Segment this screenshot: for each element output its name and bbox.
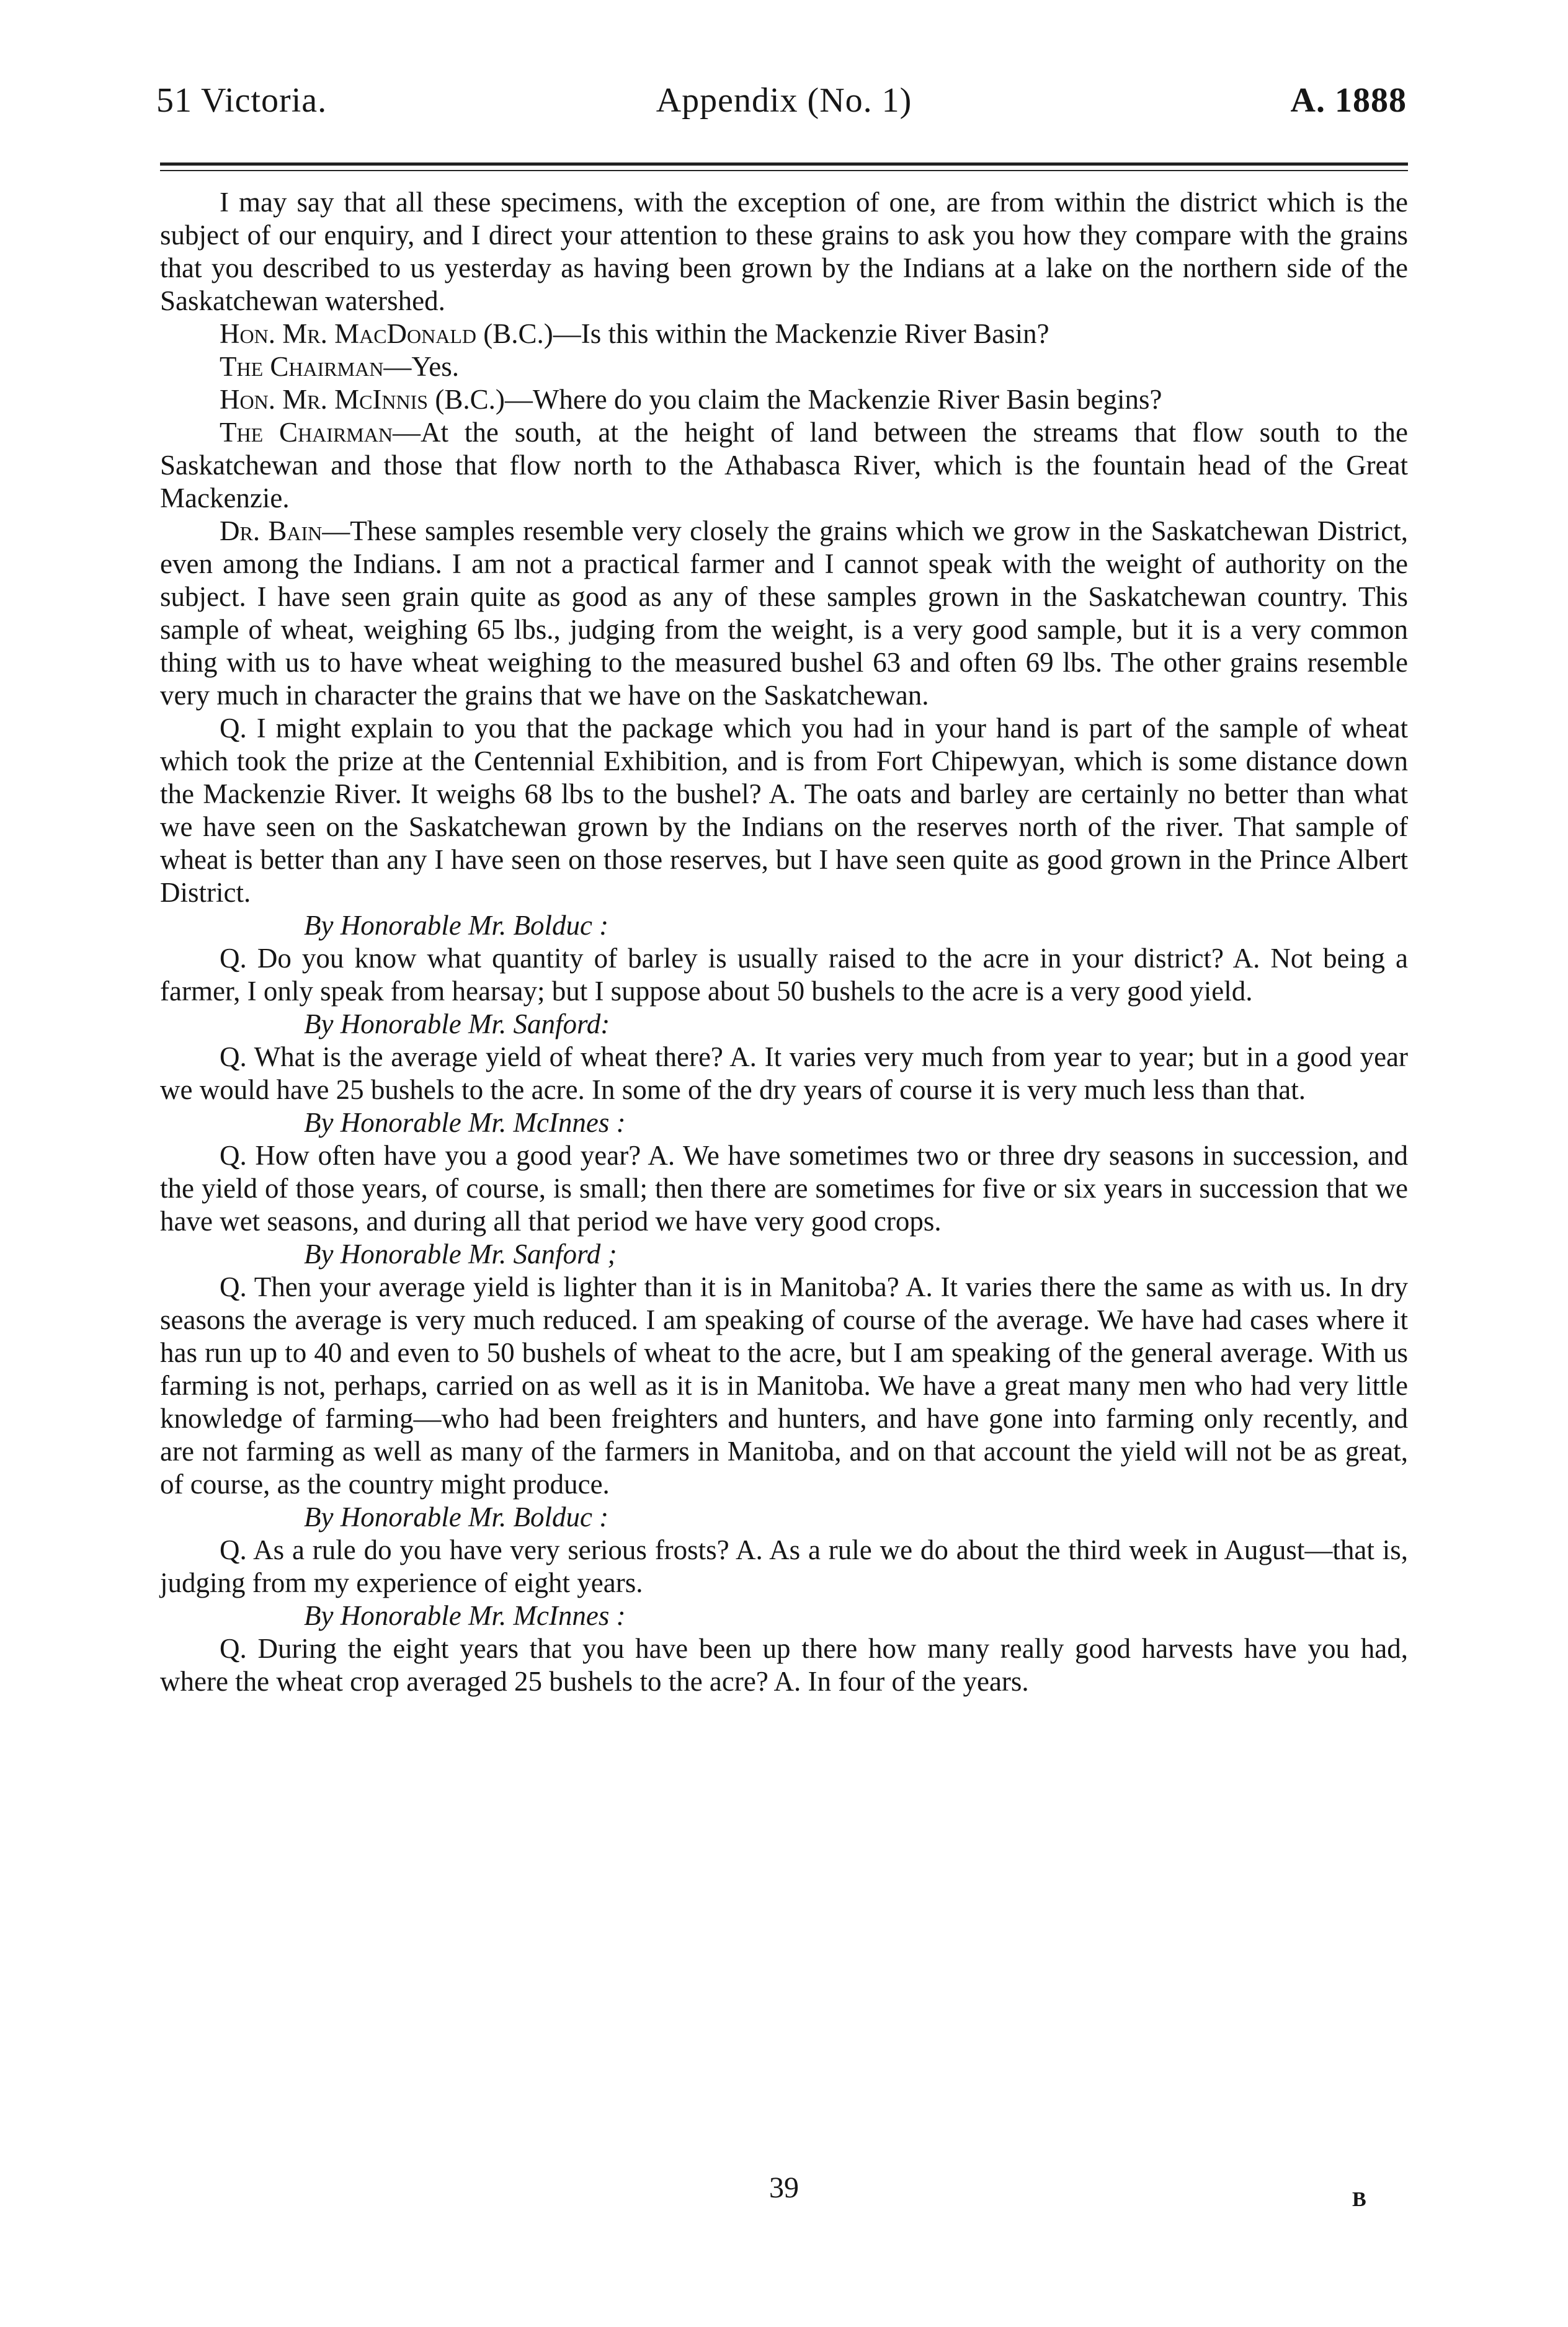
speaker-name: The Chairman [220,351,384,382]
paragraph [160,416,1408,515]
speaker-name: Hon. Mr. MacDonald [220,318,477,349]
examiner-heading: By Honorable Mr. Bolduc : [304,910,609,941]
paragraph-text: (B.C.)—Is this within the Mackenzie River Basin? [476,318,1049,349]
running-header [0,81,1568,143]
paragraph: Q. Then your average yield is lighter than it is in Manitoba? A. It varies there the same as with us. In dry seasons the average is very much reduced. I am speaking of course of the average. We have had cases where it has run up to 40 and even to 50 bushels of wheat to the acre, but I am speaking of the general average. With us farming is not, perhaps, carried on as well as it is in Manitoba. We have a great many men who had very little knowledge of farming—who had been freighters and hunters, and have gone into farming only recently, and are not farming as well as many of the farmers in Manitoba, and on that account the yield will not be as great, of course, as the country might produce. [160,1271,1408,1500]
page-body [160,186,1408,1698]
paragraph [160,515,1408,712]
signature-mark: B [1352,2188,1366,2211]
examiner-heading: By Honorable Mr. McInnes : [304,1600,626,1631]
examiner-heading: By Honorable Mr. Sanford ; [304,1239,617,1270]
paragraph: Q. What is the average yield of wheat there? A. It varies very much from year to year; but in a good year we would have 25 bushels to the acre. In some of the dry years of course it is very much less than that. [160,1041,1408,1105]
examiner-heading: By Honorable Mr. Sanford: [304,1008,610,1039]
speaker-name: Hon. Mr. McInnis [220,384,429,415]
speaker-name: Dr. Bain [220,515,323,546]
paragraph: Q. Do you know what quantity of barley is usually raised to the acre in your district? A. Not being a farmer, I only speak from hearsay; but I suppose about 50 bushels to the acre is a very good yield. [160,943,1408,1007]
examiner-heading: By Honorable Mr. Bolduc : [304,1502,609,1533]
header-year: A. 1888 [1290,81,1407,120]
paragraph: I may say that all these specimens, with the exception of one, are from within the district which is the subject of our enquiry, and I direct your attention to these grains to ask you how they compare with the grains that you described to us yesterday as having been grown by the Indians at a lake on the northern side of the Saskatchewan watershed. [160,187,1408,316]
header-regnal-year: 51 Victoria. [156,81,327,120]
paragraph [160,350,1408,383]
paragraph-text: —These samples resemble very closely the grains which we grow in the Saskatchewan District, even among the Indians. I am not a practical farmer and I cannot speak with the weight of authority on the subject. I have seen grain quite as good as any of these samples grown in the Saskatchewan country. This sample of wheat, weighing 65 lbs., judging from the weight, is a very good sample, but it is a very common thing with us to have wheat weighing to the measured bushel 63 and often 69 lbs. The other grains resemble very much in character the grains that we have on the Saskatchewan. [160,515,1408,711]
header-rule-thick [160,162,1408,166]
examiner-heading: By Honorable Mr. McInnes : [304,1107,626,1138]
paragraph: Q. During the eight years that you have been up there how many really good harvests have you had, where the wheat crop averaged 25 bushels to the acre? A. In four of the years. [160,1633,1408,1697]
paragraph [160,318,1408,350]
page-number: 39 [769,2171,799,2204]
paragraph-text: —Yes. [383,351,460,382]
paragraph: Q. I might explain to you that the package which you had in your hand is part of the sample of wheat which took the prize at the Centennial Exhibition, and is from Fort Chipewyan, which is some distance down the Mackenzie River. It weighs 68 lbs to the bushel? A. The oats and barley are certainly no better than what we have seen on the Saskatchewan grown by the Indians on the reserves north of the river. That sample of wheat is better than any I have seen on those reserves, but I have seen quite as good grown in the Prince Albert District. [160,713,1408,908]
header-rule-thin [160,170,1408,171]
paragraph [160,383,1408,416]
page-footer [0,2171,1568,2220]
paragraph: Q. How often have you a good year? A. We have sometimes two or three dry seasons in succession, and the yield of those years, of course, is small; then there are sometimes for five or six years in succession that we have wet seasons, and during all that period we have very good crops. [160,1140,1408,1237]
paragraph-text: —At the south, at the height of land between the streams that flow south to the Saskatchewan and those that flow north to the Athabasca River, which is the fountain head of the Great Mackenzie. [160,417,1408,514]
header-appendix-title: Appendix (No. 1) [656,81,912,120]
paragraph: Q. As a rule do you have very serious frosts? A. As a rule we do about the third week in August—that is, judging from my experience of eight years. [160,1534,1408,1598]
paragraph-text: (B.C.)—Where do you claim the Mackenzie River Basin begins? [428,384,1162,415]
speaker-name: The Chairman [220,417,393,448]
